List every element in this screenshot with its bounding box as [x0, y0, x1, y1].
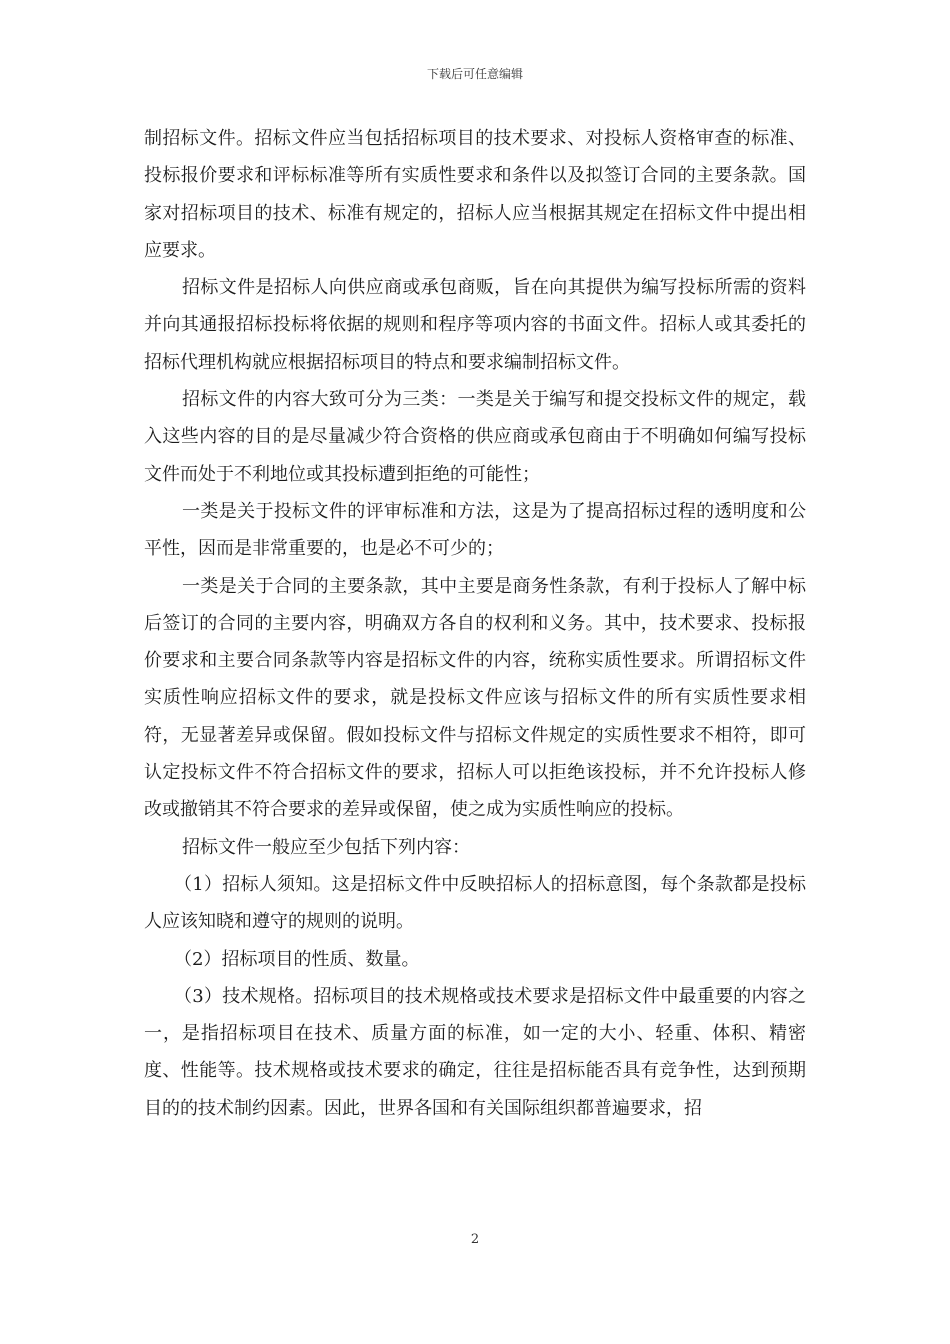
list-item-1: （1）招标人须知。这是招标文件中反映招标人的招标意图，每个条款都是投标人应该知晓和遵守的规则的说明。	[144, 873, 806, 933]
paragraph-3: 招标文件的内容大致可分为三类：一类是关于编写和提交投标文件的规定，载入这些内容的目的是尽量减少符合资格的供应商或承包商由于不明确如何编写投标文件而处于不利地位或其投标遭到拒绝的可能性；	[144, 389, 806, 485]
page-header: 下载后可任意编辑	[426, 67, 523, 81]
paragraph-5: 一类是关于合同的主要条款，其中主要是商务性条款，有利于投标人了解中标后签订的合同的主要内容，明确双方各自的权利和义务。其中，技术要求、投标报价要求和主要合同条款等内容是招标文件的内容，统称实质性要求。所谓招标文件实质性响应招标文件的要求，就是投标文件应该与招标文件的所有实质性要求相符，无显著差异或保留。假如投标文件与招标文件规定的实质性要求不相符，即可认定投标文件不符合招标文件的要求，招标人可以拒绝该投标，并不允许投标人修改或撤销其不符合要求的差异或保留，使之成为实质性响应的投标。	[144, 575, 806, 821]
paragraph-4: 一类是关于投标文件的评审标准和方法，这是为了提高招标过程的透明度和公平性，因而是非常重要的，也是必不可少的；	[144, 500, 806, 560]
page-number: 2	[470, 1232, 480, 1247]
paragraph-2: 招标文件是招标人向供应商或承包商贩，旨在向其提供为编写投标所需的资料并向其通报招标投标将依据的规则和程序等项内容的书面文件。招标人或其委托的招标代理机构就应根据招标项目的特点和要求编制招标文件。	[144, 277, 806, 373]
list-item-2: （2）招标项目的性质、数量。	[174, 948, 420, 970]
paragraph-6: 招标文件一般应至少包括下列内容：	[182, 836, 470, 858]
document-body	[144, 120, 806, 1127]
list-item-3: （3）技术规格。招标项目的技术规格或技术要求是招标文件中最重要的内容之一，是指招标项目在技术、质量方面的标准，如一定的大小、轻重、体积、精密度、性能等。技术规格或技术要求的确定，往往是招标能否具有竞争性，达到预期目的的技术制约因素。因此，世界各国和有关国际组织都普遍要求，招	[144, 985, 806, 1119]
paragraph-1: 制招标文件。招标文件应当包括招标项目的技术要求、对投标人资格审查的标准、投标报价要求和评标标准等所有实质性要求和条件以及拟签订合同的主要条款。国家对招标项目的技术、标准有规定的，招标人应当根据其规定在招标文件中提出相应要求。	[144, 128, 806, 261]
